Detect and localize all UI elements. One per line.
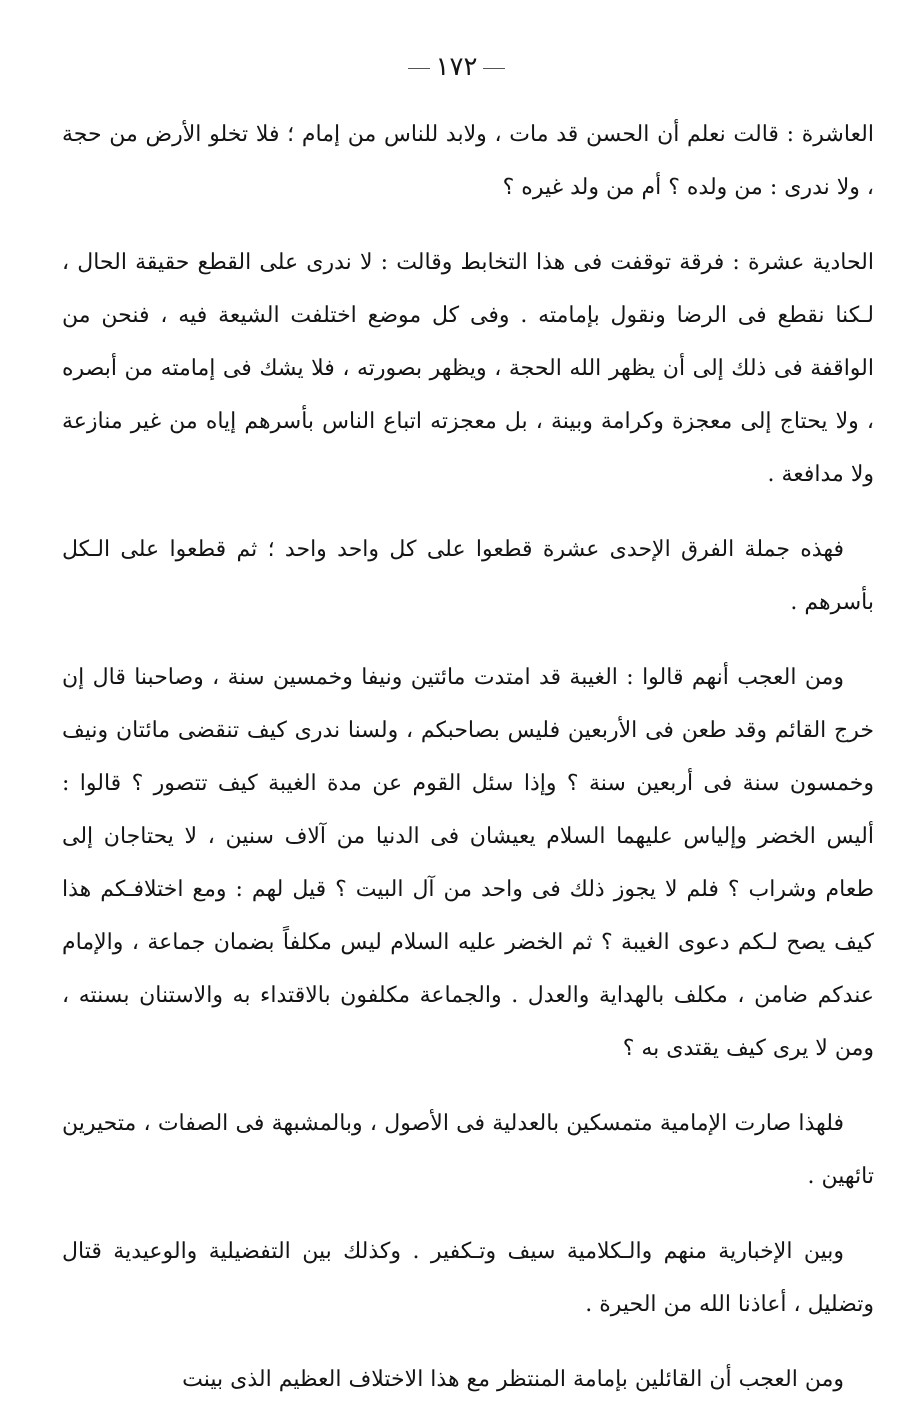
paragraph-tenth-sect: العاشرة : قالت نعلم أن الحسن قد مات ، ولابد للناس من إمام ؛ فلا تخلو الأرض من حجة ، ولا ندرى : من ولده ؟ أم من ولد غيره ؟ (62, 122, 874, 200)
body-text (62, 108, 874, 1428)
paragraph-occultation: ومن العجب أنهم قالوا : الغيبة قد امتدت مائتين ونيفا وخمسين سنة ، وصاحبنا قال إن خرج القائم وقد طعن فى الأربعين فليس بصاحبكم ، ولسنا ندرى كيف تنقضى مائتان ونيف وخمسون سنة فى أربعين سنة ؟ وإذا سئل القوم عن مدة الغيبة كيف تتصور ؟ قالوا : أليس الخضر وإلياس عليهما السلام يعيشان فى الدنيا من آلاف سنين ، لا يحتاجان إلى طعام وشراب ؟ فلم لا يجوز ذلك فى واحد من آل البيت ؟ قيل لهم : ومع اختلافـكم هذا كيف يصح لـكم دعوى الغيبة ؟ ثم الخضر عليه السلام ليس مكلفاً بضمان جماعة ، والإمام عندكم ضامن ، مكلف بالهداية والعدل . والجماعة مكلفون بالاقتداء به والاستنان بسنته ، ومن لا يرى كيف يقتدى به ؟ (62, 665, 874, 1061)
page-header (0, 52, 913, 82)
paragraph-akhbariyya: وبين الإخبارية منهم والـكلامية سيف وتـكفير . وكذلك بين التفضيلية والوعيدية قتال وتضليل ، أعاذنا الله من الحيرة . (62, 1239, 874, 1317)
paragraph-eleventh-sect: الحادية عشرة : فرقة توقفت فى هذا التخابط وقالت : لا ندرى على القطع حقيقة الحال ، لـكنا نقطع فى الرضا ونقول بإمامته . وفى كل موضع اختلفت الشيعة فيه ، فنحن من الواقفة فى ذلك إلى أن يظهر الله الحجة ، ويظهر بصورته ، فلا يشك فى إمامته من أبصره ، ولا يحتاج إلى معجزة وكرامة وبينة ، بل معجزته اتباع الناس بأسرهم إياه من غير منازعة ولا مدافعة . (62, 250, 874, 487)
page-number: ١٧٢ (435, 52, 478, 82)
paragraph-final: ومن العجب أن القائلين بإمامة المنتظر مع هذا الاختلاف العظيم الذى بينت (182, 1367, 844, 1392)
header-dash-right (483, 68, 505, 69)
paragraph-summary: فهذه جملة الفرق الإحدى عشرة قطعوا على كل واحد واحد ؛ ثم قطعوا على الـكل بأسرهم . (62, 537, 874, 615)
paragraph-imamiyya: فلهذا صارت الإمامية متمسكين بالعدلية فى الأصول ، وبالمشبهة فى الصفات ، متحيرين تائهين . (62, 1111, 874, 1189)
header-dash-left (408, 68, 430, 69)
